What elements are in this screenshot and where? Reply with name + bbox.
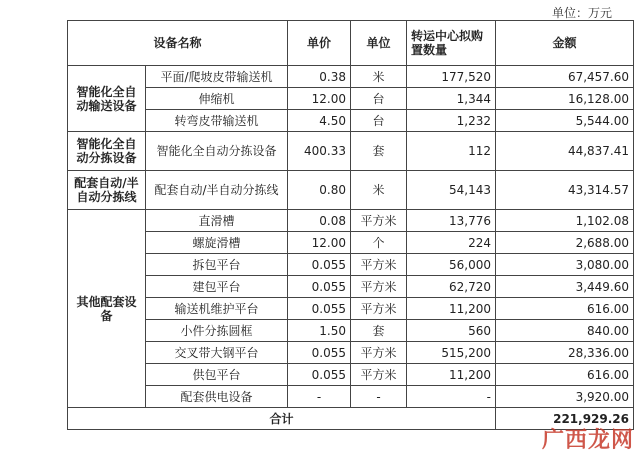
item-name: 配套自动/半自动分拣线 <box>146 171 288 210</box>
item-qty: 1,232 <box>407 110 496 132</box>
item-qty: 13,776 <box>407 210 496 232</box>
item-qty: 515,200 <box>407 342 496 364</box>
item-qty: 62,720 <box>407 276 496 298</box>
item-qty: 560 <box>407 320 496 342</box>
total-label: 合计 <box>68 408 496 430</box>
item-name: 配套供电设备 <box>146 386 288 408</box>
item-amount: 44,837.41 <box>496 132 634 171</box>
equipment-table <box>67 20 634 430</box>
item-amount: 616.00 <box>496 364 634 386</box>
item-amount: 5,544.00 <box>496 110 634 132</box>
header-qty: 转运中心拟购置数量 <box>407 21 496 66</box>
item-qty: 177,520 <box>407 66 496 88</box>
item-unit: - <box>351 386 407 408</box>
item-name: 建包平台 <box>146 276 288 298</box>
item-qty: 112 <box>407 132 496 171</box>
item-amount: 1,102.08 <box>496 210 634 232</box>
item-price: - <box>288 386 351 408</box>
item-unit: 平方米 <box>351 298 407 320</box>
group-label: 配套自动/半自动分拣线 <box>68 171 146 210</box>
item-unit: 米 <box>351 171 407 210</box>
item-amount: 840.00 <box>496 320 634 342</box>
item-unit: 米 <box>351 66 407 88</box>
item-amount: 16,128.00 <box>496 88 634 110</box>
header-amount: 金额 <box>496 21 634 66</box>
item-price: 0.055 <box>288 276 351 298</box>
item-name: 伸缩机 <box>146 88 288 110</box>
group-label: 其他配套设备 <box>68 210 146 408</box>
table-row <box>68 110 634 132</box>
item-unit: 套 <box>351 320 407 342</box>
group-label: 智能化全自动分拣设备 <box>68 132 146 171</box>
item-price: 1.50 <box>288 320 351 342</box>
item-amount: 3,080.00 <box>496 254 634 276</box>
header-row <box>68 21 634 66</box>
table-row <box>68 320 634 342</box>
item-name: 直滑槽 <box>146 210 288 232</box>
item-price: 12.00 <box>288 88 351 110</box>
table-row <box>68 210 634 232</box>
table-row <box>68 232 634 254</box>
item-unit: 平方米 <box>351 364 407 386</box>
item-name: 输送机维护平台 <box>146 298 288 320</box>
item-qty: 54,143 <box>407 171 496 210</box>
item-unit: 台 <box>351 88 407 110</box>
table-row <box>68 132 634 171</box>
item-amount: 616.00 <box>496 298 634 320</box>
item-price: 0.055 <box>288 254 351 276</box>
item-qty: 11,200 <box>407 298 496 320</box>
item-amount: 3,920.00 <box>496 386 634 408</box>
item-unit: 平方米 <box>351 276 407 298</box>
header-price: 单价 <box>288 21 351 66</box>
item-unit: 个 <box>351 232 407 254</box>
item-amount: 43,314.57 <box>496 171 634 210</box>
item-qty: 56,000 <box>407 254 496 276</box>
item-price: 12.00 <box>288 232 351 254</box>
table-row <box>68 364 634 386</box>
table-row <box>68 276 634 298</box>
item-amount: 3,449.60 <box>496 276 634 298</box>
item-name: 转弯皮带输送机 <box>146 110 288 132</box>
item-price: 4.50 <box>288 110 351 132</box>
table-row <box>68 66 634 88</box>
item-unit: 平方米 <box>351 254 407 276</box>
table-row <box>68 386 634 408</box>
item-price: 0.08 <box>288 210 351 232</box>
total-amount: 221,929.26 <box>496 408 634 430</box>
item-qty: 1,344 <box>407 88 496 110</box>
item-name: 智能化全自动分拣设备 <box>146 132 288 171</box>
item-amount: 67,457.60 <box>496 66 634 88</box>
table-row <box>68 171 634 210</box>
item-qty: 11,200 <box>407 364 496 386</box>
item-unit: 平方米 <box>351 210 407 232</box>
item-price: 400.33 <box>288 132 351 171</box>
header-name: 设备名称 <box>68 21 288 66</box>
item-price: 0.055 <box>288 342 351 364</box>
group-label: 智能化全自动输送设备 <box>68 66 146 132</box>
table-row <box>68 88 634 110</box>
table-row <box>68 298 634 320</box>
item-qty: - <box>407 386 496 408</box>
item-name: 螺旋滑槽 <box>146 232 288 254</box>
item-price: 0.38 <box>288 66 351 88</box>
item-unit: 平方米 <box>351 342 407 364</box>
item-name: 平面/爬坡皮带输送机 <box>146 66 288 88</box>
item-unit: 台 <box>351 110 407 132</box>
table-row <box>68 254 634 276</box>
unit-note: 单位：万元 <box>551 6 612 20</box>
table-row <box>68 342 634 364</box>
item-price: 0.055 <box>288 364 351 386</box>
item-amount: 2,688.00 <box>496 232 634 254</box>
item-name: 供包平台 <box>146 364 288 386</box>
item-name: 交叉带大钢平台 <box>146 342 288 364</box>
item-amount: 28,336.00 <box>496 342 634 364</box>
item-price: 0.055 <box>288 298 351 320</box>
item-name: 拆包平台 <box>146 254 288 276</box>
item-name: 小件分拣圆框 <box>146 320 288 342</box>
item-qty: 224 <box>407 232 496 254</box>
item-unit: 套 <box>351 132 407 171</box>
header-unit: 单位 <box>351 21 407 66</box>
item-price: 0.80 <box>288 171 351 210</box>
watermark: 广西龙网 <box>541 428 634 453</box>
